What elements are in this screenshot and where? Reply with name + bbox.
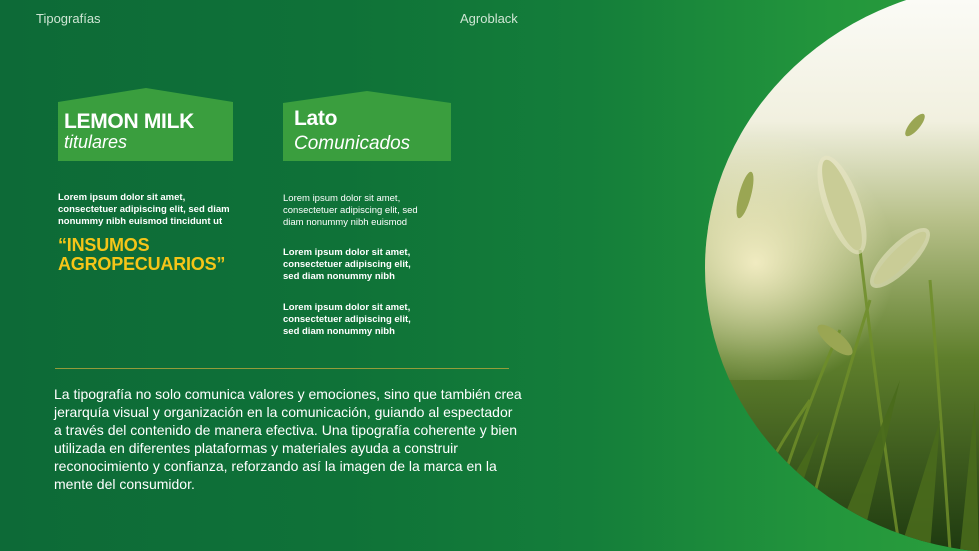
body-paragraph: La tipografía no solo comunica valores y emociones, sino que también crea jerarquía visual y organización en la comunicación, guiando al espectador a través del contenido de manera efectiva. Una tipografía coherente y bien utilizada en diferentes plataformas y materiales ayuda a construir reconocimiento y confianza, reforzando así la imagen de la marca en la mente del consumidor.: [54, 386, 522, 492]
quote-line-1: “INSUMOS: [58, 235, 150, 255]
lemon-sample-text: Lorem ipsum dolor sit amet, consectetuer adipiscing elit, sed diam nonummy nibh euismod tincidunt ut: [58, 192, 230, 227]
font-usage: titulares: [64, 132, 128, 152]
lato-bold-sample: Lorem ipsum dolor sit amet, consectetuer adipiscing elit, sed diam nonummy nibh: [283, 302, 411, 337]
brand-name: Agroblack: [460, 11, 518, 26]
font-name: LEMON MILK: [64, 110, 194, 133]
lato-bold-sample: Lorem ipsum dolor sit amet, consectetuer adipiscing elit, sed diam nonummy nibh: [283, 247, 411, 282]
font-usage: Comunicados: [294, 133, 411, 154]
font-name: Lato: [294, 107, 338, 130]
lato-regular-sample: Lorem ipsum dolor sit amet, consectetuer adipiscing elit, sed diam nonummy nibh euismod: [283, 193, 418, 228]
quote-line-2: AGROPECUARIOS”: [58, 254, 226, 274]
section-label: Tipografías: [36, 11, 101, 26]
